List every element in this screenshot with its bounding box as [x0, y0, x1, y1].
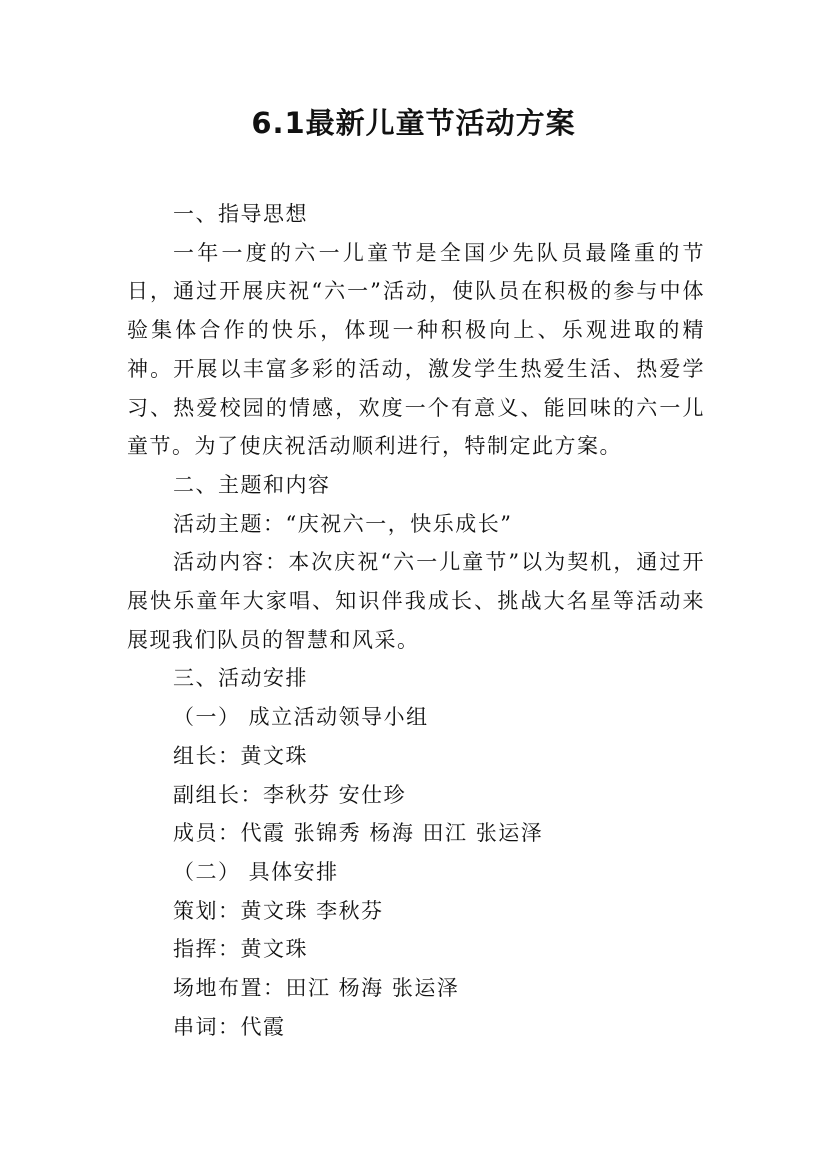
document-title: 6.1最新儿童节活动方案 [251, 106, 576, 140]
paragraph-activity-theme: 活动主题：“庆祝六一，快乐成长” [173, 511, 513, 536]
document-body [127, 195, 705, 1046]
section-heading-guiding-ideology: 一、指导思想 [173, 202, 308, 226]
line-group-leader: 组长：黄文珠 [173, 743, 308, 768]
line-planning: 策划：黄文珠 李秋芬 [173, 898, 384, 923]
line-script: 串词：代霞 [173, 1014, 286, 1039]
line-members: 成员：代霞 张锦秀 杨海 田江 张运泽 [173, 821, 544, 846]
paragraph-activity-content: 活动内容：本次庆祝“六一儿童节”以为契机，通过开展快乐童年大家唱、知识伴我成长、挑战大名星等活动来展现我们队员的智慧和风采。 [127, 550, 705, 652]
paragraph-intro: 一年一度的六一儿童节是全国少先队员最隆重的节日，通过开展庆祝“六一”活动，使队员在积极的参与中体验集体合作的快乐，体现一种积极向上、乐观进取的精神。开展以丰富多彩的活动，激发学生热爱生活、热爱学习、热爱校园的情感，欢度一个有意义、能回味的六一儿童节。为了使庆祝活动顺利进行，特制定此方案。 [127, 240, 705, 459]
line-venue-setup: 场地布置：田江 杨海 张运泽 [173, 976, 460, 1001]
section-heading-arrangement: 三、活动安排 [173, 666, 308, 691]
subheading-leadership-group: （一） 成立活动领导小组 [173, 705, 429, 730]
line-command: 指挥：黄文珠 [173, 937, 308, 962]
subheading-specific-arrangement: （二） 具体安排 [173, 859, 339, 884]
line-deputy-leader: 副组长：李秋芬 安仕珍 [173, 782, 407, 807]
section-heading-theme-content: 二、主题和内容 [173, 472, 331, 497]
